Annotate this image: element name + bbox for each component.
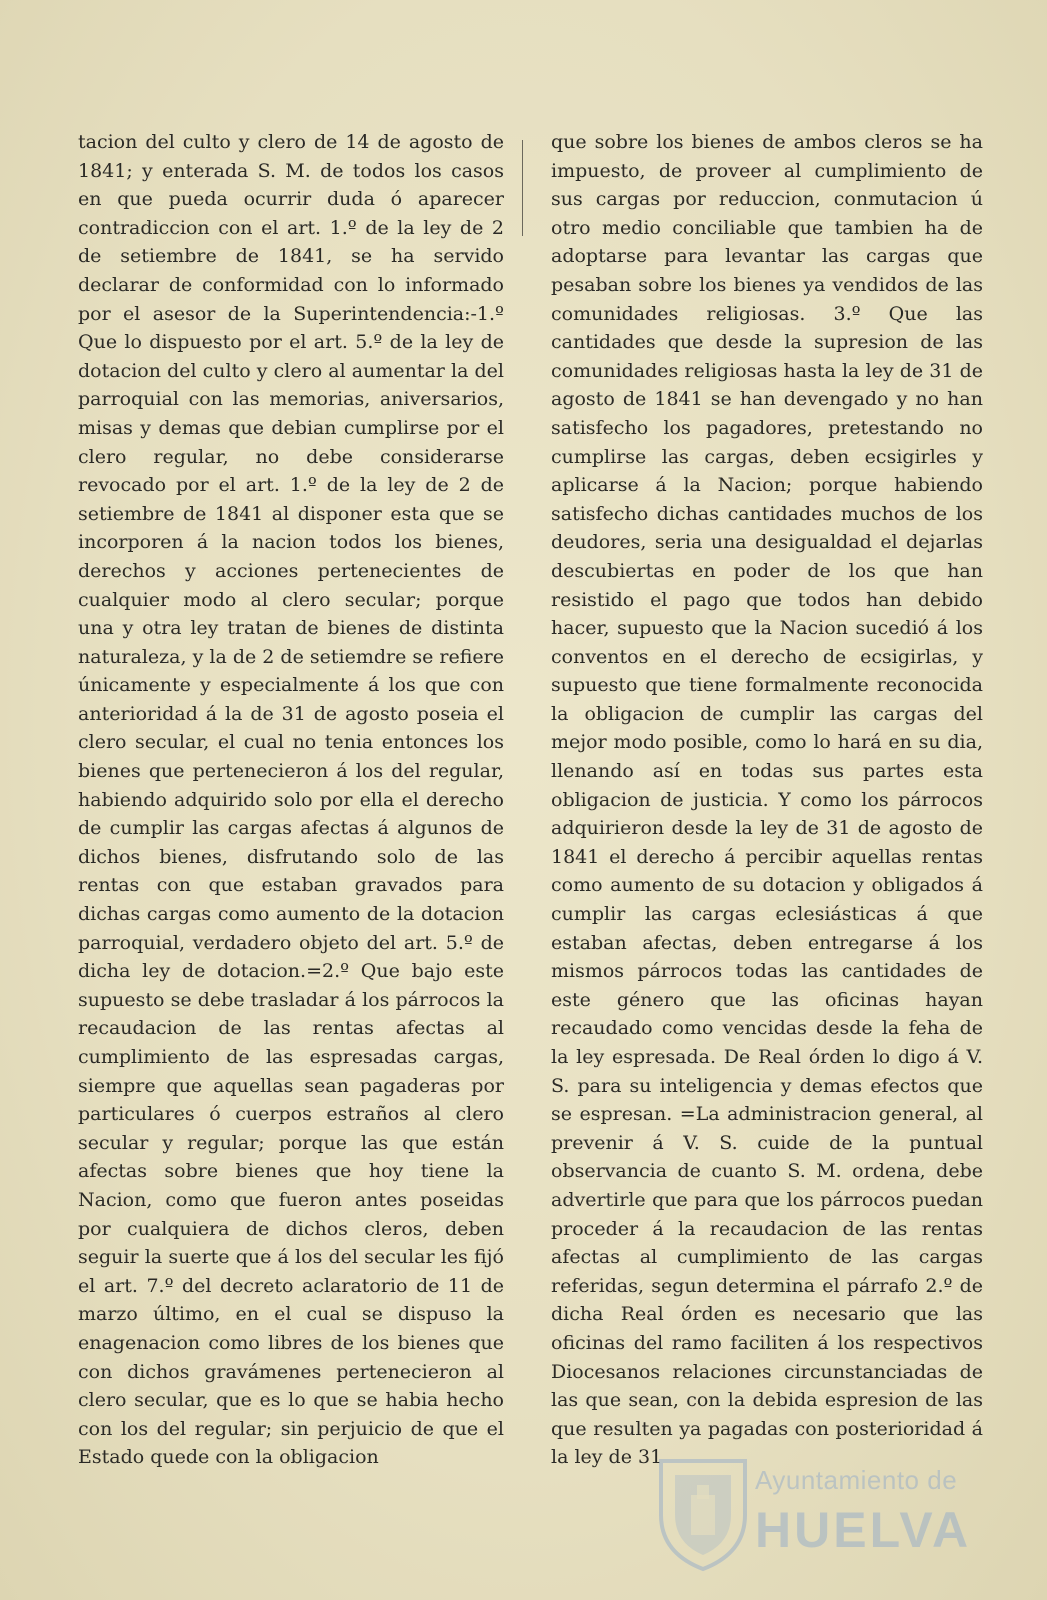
coat-of-arms-icon (655, 1455, 751, 1573)
watermark-line1: Ayuntamiento de (755, 1465, 958, 1495)
left-text-column (78, 128, 504, 1472)
watermark-line2: HUELVA (755, 1502, 972, 1558)
left-column-text: tacion del culto y clero de 14 de agosto de 1841; y enterada S. M. de todos los casos en que pueda ocurrir duda ó aparecer contradiccion con el art. 1.º de la ley de 2 de setiembre de 1841, se ha servido declarar de conformidad con lo informado por el asesor de la Superintendencia:-1.º Que lo dispuesto por el art. 5.º de la ley de dotacion del culto y clero al aumentar la del parroquial con las memorias, aniversarios, misas y demas que debian cumplirse por el clero regular, no debe considerarse revocado por el art. 1.º de la ley de 2 de setiembre de 1841 al disponer esta que se incorporen á la nacion todos los bienes, derechos y acciones pertenecientes de cualquier modo al clero secular; porque una y otra ley tratan de bienes de distinta naturaleza, y la de 2 de setiemdre se refiere únicamente y especialmente á los que con anterioridad á la de 31 de agosto poseia el clero secular, el cual no tenia entonces los bienes que pertenecieron á los del regular, habiendo adquirido solo por ella el derecho de cumplir las cargas afectas á algunos de dichos bienes, disfrutando solo de las rentas con que estaban gravados para dichas cargas como aumento de la dotacion parroquial, verdadero objeto del art. 5.º de dicha ley de dotacion.=2.º Que bajo este supuesto se debe trasladar á los párrocos la recaudacion de las rentas afectas al cumplimiento de las espresadas cargas, siempre que aquellas sean pagaderas por particulares ó cuerpos estraños al clero secular y regular; porque las que están afectas sobre bienes que hoy tiene la Nacion, como que fueron antes poseidas por cualquiera de dichos cleros, deben seguir la suerte que á los del secular les fijó el art. 7.º del decreto aclaratorio de 11 de marzo último, en el cual se dispuso la enagenacion como libres de los bienes que con dichos gravámenes pertenecieron al clero secular, que es lo que se habia hecho con los del regular; sin perjuicio de que el Estado quede con la obligacion (78, 131, 504, 1469)
watermark (655, 1455, 985, 1575)
column-divider (522, 140, 523, 236)
right-column-text: que sobre los bienes de ambos cleros se ha impuesto, de proveer al cumplimiento de sus cargas por reduccion, conmutacion ú otro medio conciliable que tambien ha de adoptarse para levantar las cargas que pesaban sobre los bienes ya vendidos de las comunidades religiosas. 3.º Que las cantidades que desde la supresion de las comunidades religiosas hasta la ley de 31 de agosto de 1841 se han devengado y no han satisfecho los pagadores, pretestando no cumplirse las cargas, deben ecsigirles y aplicarse á la Nacion; porque habiendo satisfecho dichas cantidades muchos de los deudores, seria una desigualdad el dejarlas descubiertas en poder de los que han resistido el pago que todos han debido hacer, supuesto que la Nacion sucedió á los conventos en el derecho de ecsigirlas, y supuesto que tiene formalmente reconocida la obligacion de cumplir las cargas del mejor modo posible, como lo hará en su dia, llenando así en todas sus partes esta obligacion de justicia. Y como los párrocos adquirieron desde la ley de 31 de agosto de 1841 el derecho á percibir aquellas rentas como aumento de su dotacion y obligados á cumplir las cargas eclesiásticas á que estaban afectas, deben entregarse á los mismos párrocos todas las cantidades de este género que las oficinas hayan recaudado como vencidas desde la feha de la ley espresada. De Real órden lo digo á V. S. para su inteligencia y demas efectos que se espresan. =La administracion general, al prevenir á V. S. cuide de la puntual observancia de cuanto S. M. ordena, debe advertirle que para que los párrocos puedan proceder á la recaudacion de las rentas afectas al cumplimiento de las cargas referidas, segun determina el párrafo 2.º de dicha Real órden es necesario que las oficinas del ramo faciliten á los respectivos Diocesanos relaciones circunstanciadas de las que sean, con la debida espresion de las que resulten ya pagadas con posterioridad á la ley de 31 (551, 131, 983, 1469)
right-text-column (551, 128, 983, 1472)
